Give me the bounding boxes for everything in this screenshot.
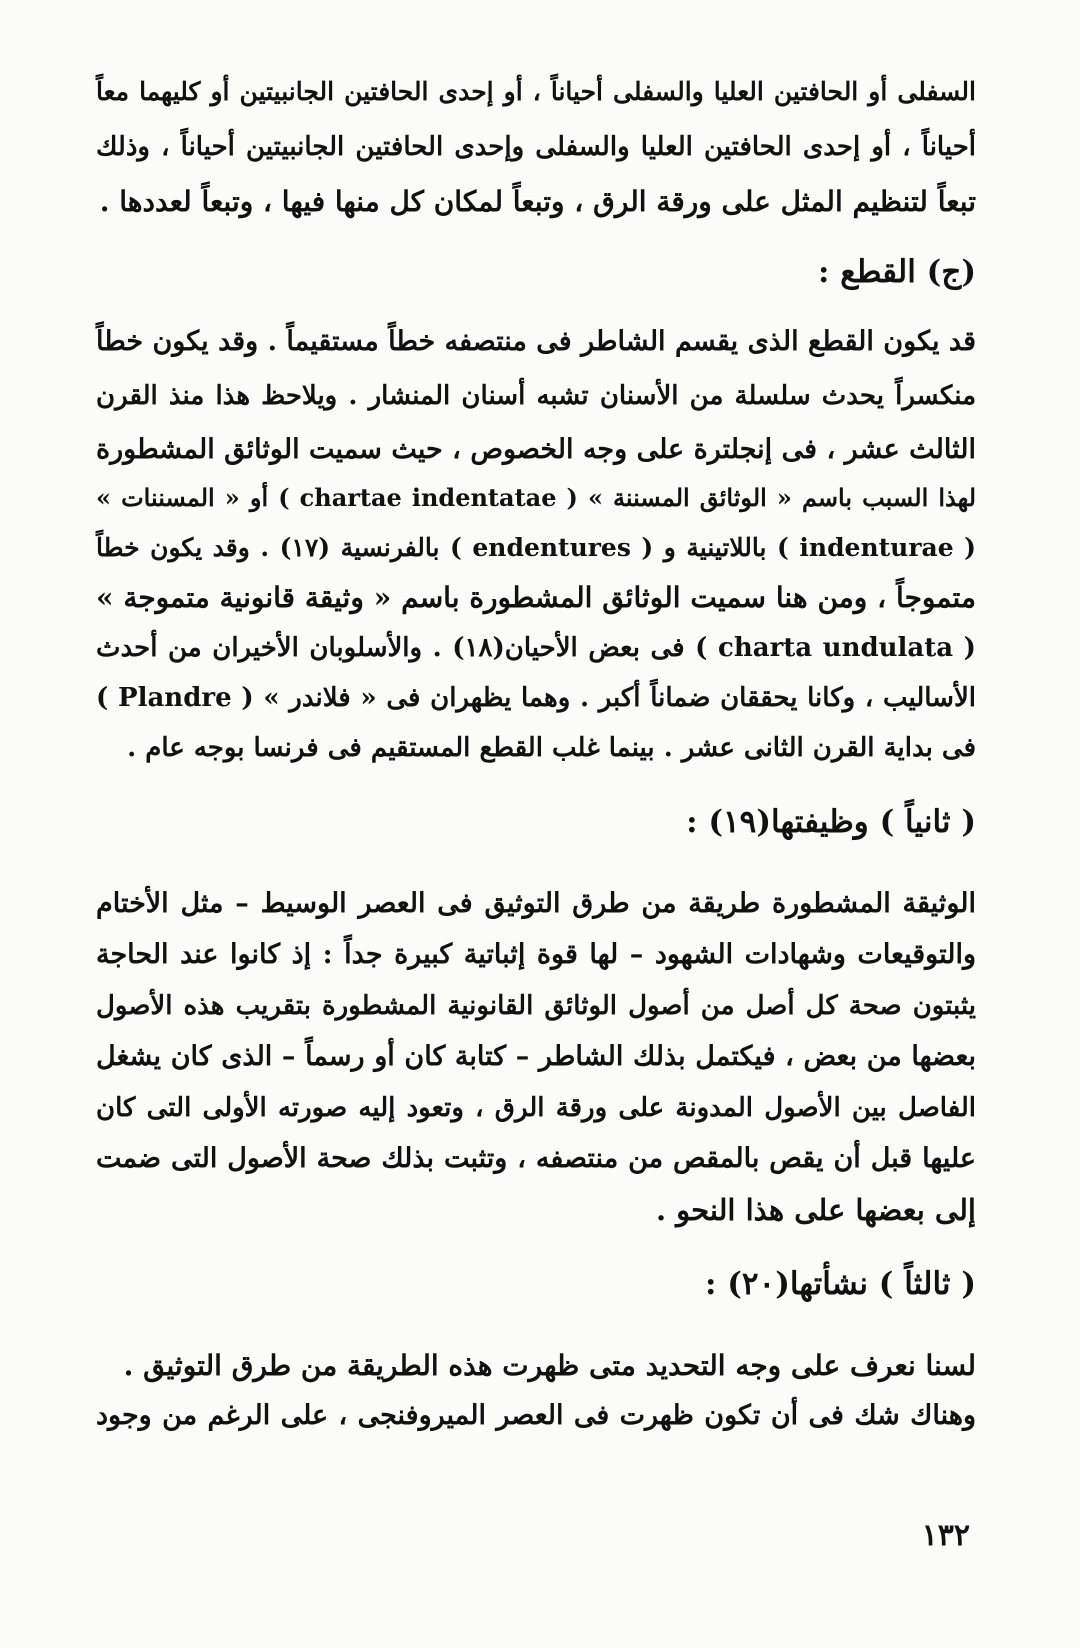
section-c-line-4: لهذا السبب باسم « الوثائق المسننة » ( chartae indentatae ) أو « المسننات » [96,483,977,512]
intro-line-2: أحياناً ، أو إحدى الحافتين العليا والسفلى وإحدى الحافتين الجانبيتين أحياناً ، وذلك [96,132,976,162]
section-2-line-2: والتوقيعات وشهادات الشهود – لها قوة إثباتية كبيرة جداً : إذ كانوا عند الحاجة [96,939,976,970]
section-c-line-2: منكسراً يحدث سلسلة من الأسنان تشبه أسنان المنشار . ويلاحظ هذا منذ القرن [96,381,976,411]
section-2-line-6: عليها قبل أن يقص بالمقص من منتصفه ، وتثبت بذلك صحة الأصول التى ضمت [96,1143,976,1174]
section-c-line-7: ( charta undulata ) فى بعض الأحيان(١٨) . والأسلوبان الأخيران من أحدث [96,633,976,663]
section-2-line-4: بعضها من بعض ، فيكتمل بذلك الشاطر – كتابة كان أو رسماً – الذى كان يشغل [96,1041,976,1072]
section-3-line-1: لسنا نعرف على وجه التحديد متى ظهرت هذه الطريقة من طرق التوثيق . [123,1349,976,1382]
section-2-line-5: الفاصل بين الأصول المدونة على ورقة الرق ، وتعود إليه صورته الأولى التى كان [96,1093,976,1123]
section-c-line-8: الأساليب ، وكانا يحققان ضماناً أكبر . وهما يظهران فى « فلاندر » ( Plandre ) [96,683,976,713]
section-c-line-5: ( indenturae ) باللاتينية و ( endentures ) بالفرنسية (١٧) . وقد يكون خطاً [96,533,976,562]
section-2-heading: ( ثانياً ) وظيفتها(١٩) : [686,804,976,840]
page-number: ١٣٢ [921,1518,970,1553]
section-2-line-1: الوثيقة المشطورة طريقة من طرق التوثيق فى العصر الوسيط – مثل الأختام [96,888,976,919]
section-c-line-9: فى بداية القرن الثانى عشر . بينما غلب القطع المستقيم فى فرنسا بوجه عام . [127,733,976,763]
intro-line-1: السفلى أو الحافتين العليا والسفلى أحياناً ، أو إحدى الحافتين الجانبيتين أو كليهما معاً [96,77,976,106]
section-3-heading: ( ثالثاً ) نشأتها(٢٠) : [704,1266,976,1302]
section-c-line-1: قد يكون القطع الذى يقسم الشاطر فى منتصفه خطاً مستقيماً . وقد يكون خطاً [96,326,976,357]
section-c-line-3: الثالث عشر ، فى إنجلترة على وجه الخصوص ، حيث سميت الوثائق المشطورة [96,434,976,465]
section-2-line-3: يثبتون صحة كل أصل من أصول الوثائق القانونية المشطورة بتقريب هذه الأصول [96,991,976,1021]
section-2-line-7: إلى بعضها على هذا النحو . [655,1193,976,1227]
section-c-line-6: متموجاً ، ومن هنا سميت الوثائق المشطورة باسم « وثيقة قانونية متموجة » [96,581,976,614]
section-3-line-2: وهناك شك فى أن تكون ظهرت فى العصر الميروفنجى ، على الرغم من وجود [96,1400,976,1431]
section-c-heading: (ج) القطع : [817,254,976,290]
intro-line-3: تبعاً لتنظيم المثل على ورقة الرق ، وتبعاً لمكان كل منها فيها ، وتبعاً لعددها . [99,185,976,218]
